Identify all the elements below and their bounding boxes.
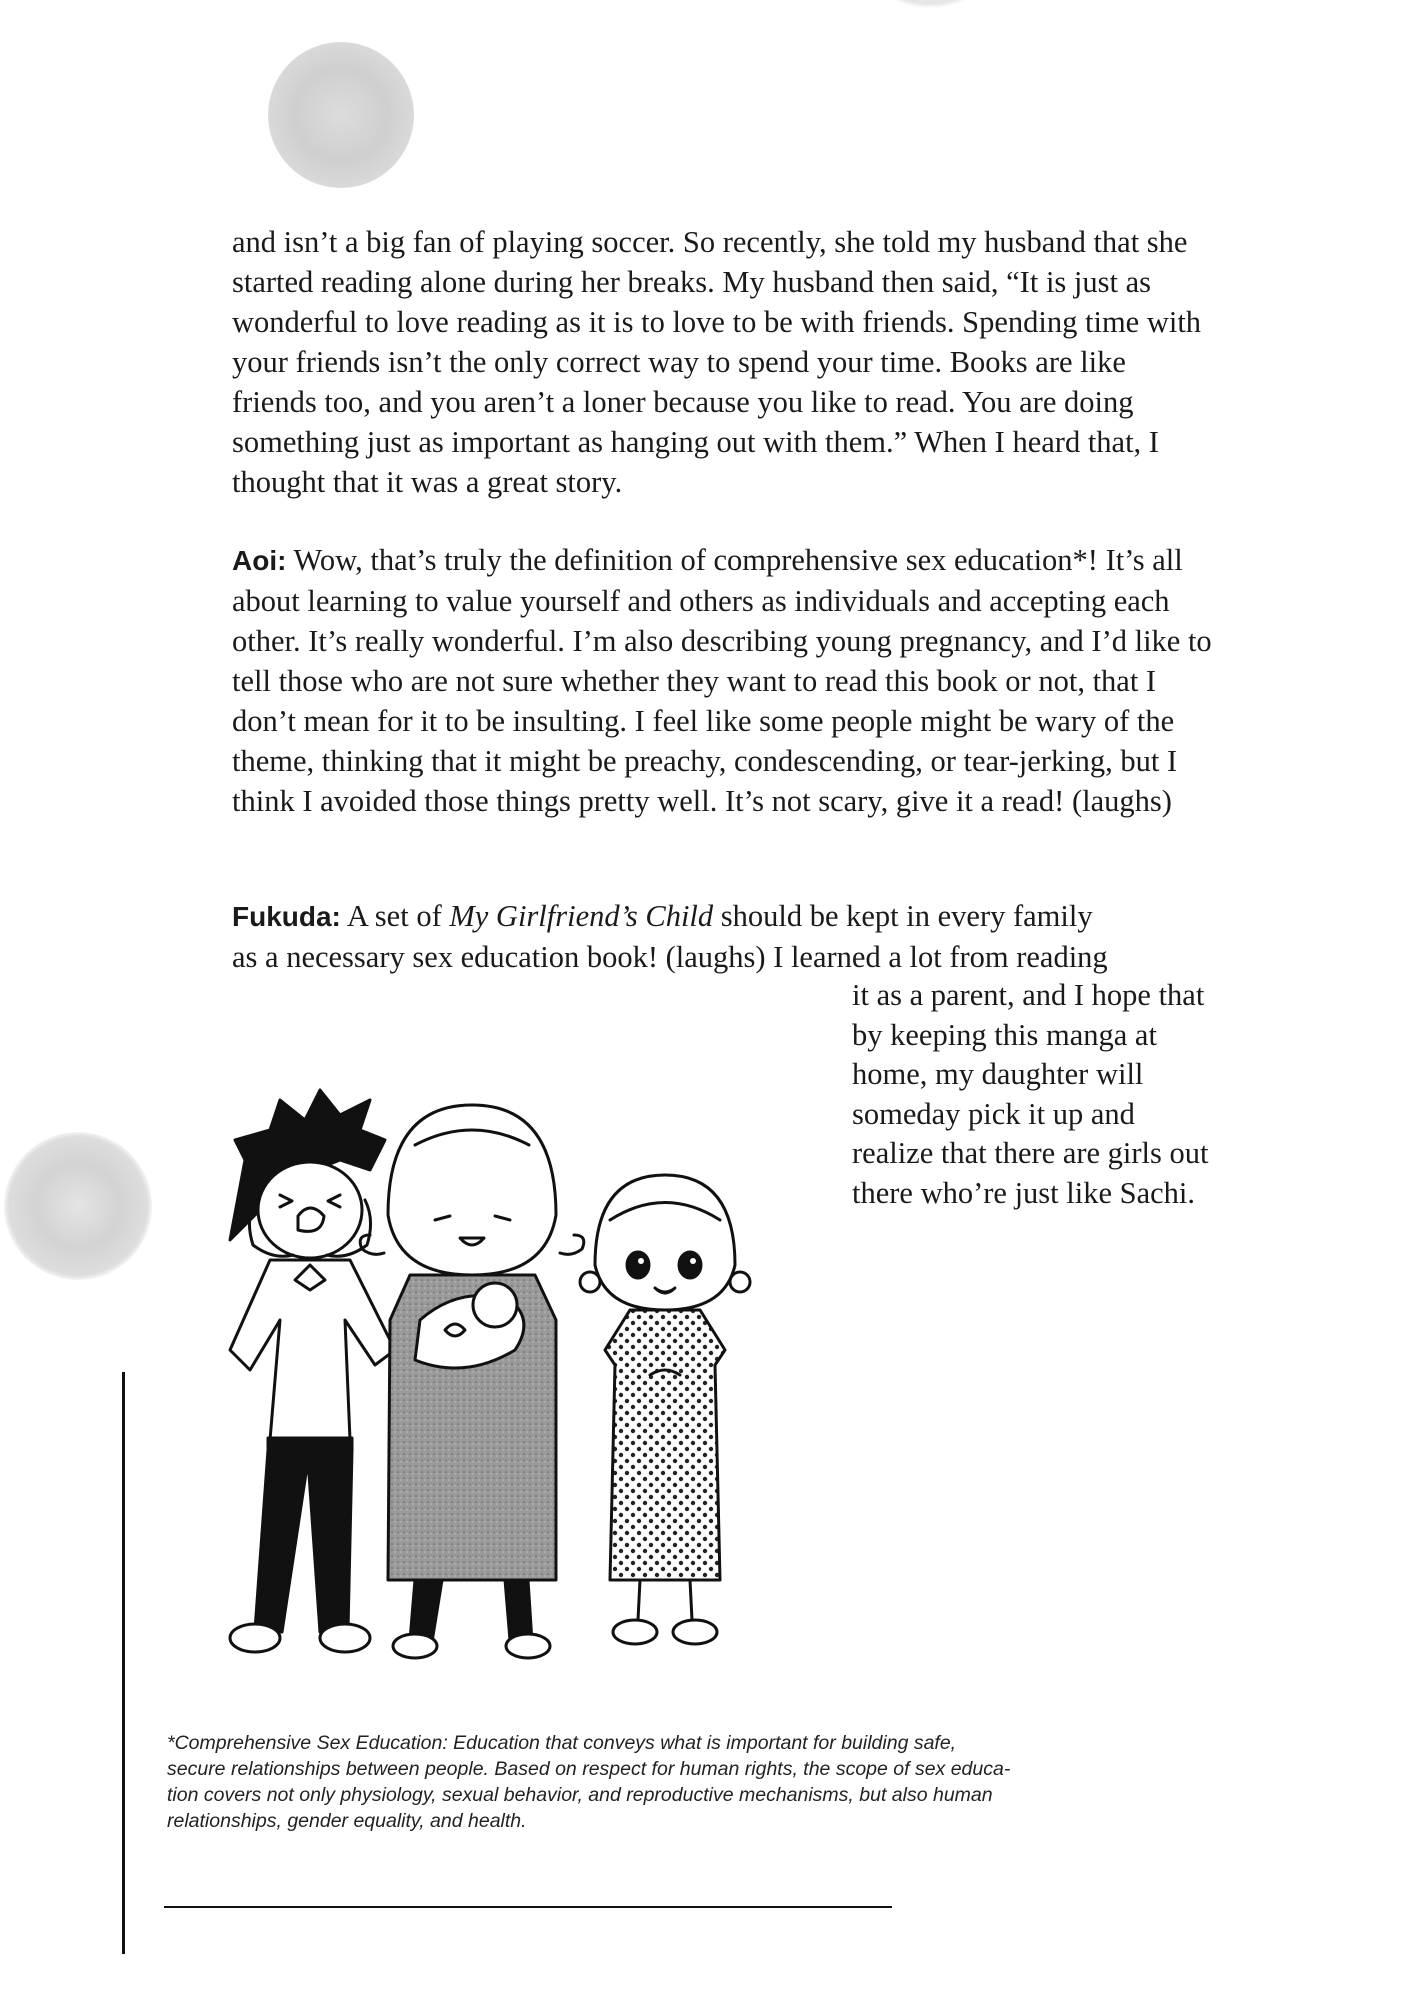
paragraph-aoi-text: Wow, that’s truly the definition of comprehensive sex education*! It’s all about learning to value yourself and others as individuals and accepting each other. It’s really wonderful. I’m also describing young pregnancy, and I’d like to tell those who are not sure whether they want to read this book or not, that I don’t mean for it to be insulting. I feel like some people might be wary of the theme, thinking that it might be preachy, condescending, or tear-jerking, but I think I avoided those things pretty well. It’s not scary, give it a read! (laughs): [232, 543, 1212, 818]
book-title: My Girlfriend’s Child: [449, 899, 714, 933]
manga-family-illustration: [210, 1020, 810, 1680]
paragraph-fukuda: [232, 896, 1212, 977]
speaker-label: Fukuda:: [232, 901, 341, 932]
paragraph-story: and isn’t a big fan of playing soccer. So recently, she told my husband that she started reading alone during her breaks. My husband then said, “It is just as wonderful to love reading as it is to love to be with friends. Spending time with your friends isn’t the only correct way to spend your time. Books are like friends too, and you aren’t a loner because you like to read. You are doing something just as important as hanging out with them.” When I heard that, I thought that it was a great story.: [232, 225, 1202, 499]
ink-blot-decoration: [4, 1132, 152, 1280]
vertical-rule: [122, 1372, 125, 1954]
ink-blot-decoration: [880, 0, 980, 8]
footnote-line: *Comprehensive Sex Education: Education that conveys what is important for building safe,: [167, 1732, 957, 1754]
paragraph-fukuda-text: as a necessary sex education book! (laughs) I learned a lot from reading: [232, 940, 1108, 974]
horizontal-rule: [164, 1906, 892, 1908]
footnote-line: relationships, gender equality, and health.: [167, 1810, 527, 1832]
footnote-line: tion covers not only physiology, sexual behavior, and reproductive mechanisms, but also human: [167, 1784, 993, 1806]
paragraph-fukuda-text: should be kept in every family: [720, 899, 1093, 933]
girl-character: [580, 1175, 750, 1644]
footnote-line: secure relationships between people. Based on respect for human rights, the scope of sex educa-: [167, 1758, 1011, 1780]
ink-blot-decoration: [268, 42, 414, 188]
footnote: [167, 1730, 1127, 1834]
paragraph-fukuda-continued: it as a parent, and I hope that by keeping this manga at home, my daughter will someday pick it up and realize that there are girls out there who’re just like Sachi.: [852, 978, 1209, 1210]
boy-character: [230, 1090, 395, 1652]
paragraph-fukuda-text: A set of: [346, 899, 442, 933]
speaker-label: Aoi:: [232, 545, 287, 576]
paragraph-aoi: [232, 540, 1212, 821]
mother-character: [360, 1105, 584, 1658]
